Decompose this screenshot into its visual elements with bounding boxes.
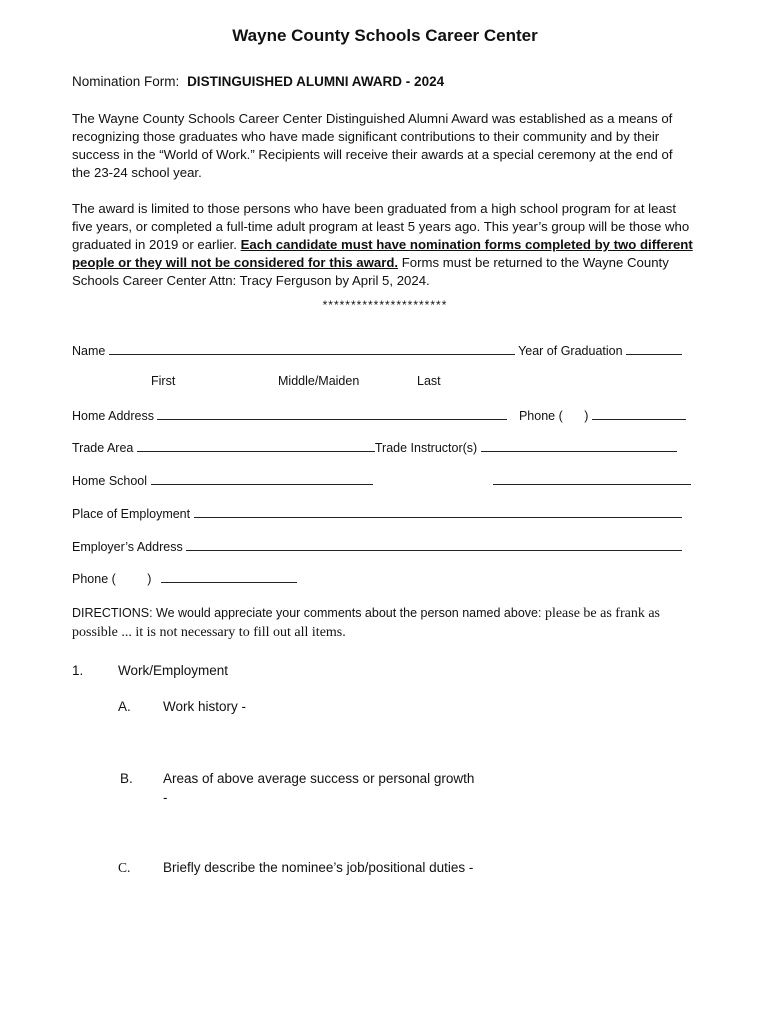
separator-stars: ********************** [322, 298, 448, 312]
item-a-text: Work history - [163, 699, 247, 714]
employers-address-label: Employer’s Address [72, 540, 183, 554]
award-description-paragraph: The Wayne County Schools Career Center Distinguished Alumni Award was established as a means of recognizing those graduates who have made significant contributions to their community and by their success in the “World of Work.” Recipients will receive their awards at a special ceremony at the end of the 23-24 school year. [72, 111, 673, 180]
place-of-employment-row [72, 505, 682, 521]
eligibility-outro: Forms must be returned to the Wayne County Schools Career Center Attn: Tracy Ferguson by April 5, 2024. [72, 255, 669, 288]
name-first-sublabel: First [151, 374, 176, 388]
item-b-text: Areas of above average success or personal growth [163, 771, 475, 786]
eligibility-emphasis: Each candidate must have nomination forms completed by two different people or they will not be considered for this award. [72, 237, 693, 270]
phone-label-close: ) [584, 409, 589, 423]
employer-phone-label-close: ) [147, 572, 152, 586]
name-middle-maiden-sublabel: Middle/Maiden [278, 374, 360, 388]
page-title: Wayne County Schools Career Center [232, 26, 538, 45]
trade-area-row [72, 439, 677, 455]
phone-input-line[interactable] [592, 407, 686, 420]
home-address-label: Home Address [72, 409, 154, 423]
year-of-graduation-input-line[interactable] [626, 342, 682, 355]
employer-phone-input-line[interactable] [161, 570, 297, 583]
directions-label: DIRECTIONS: We would appreciate your comments about the person named above: [72, 606, 542, 620]
place-of-employment-label: Place of Employment [72, 507, 191, 521]
employer-phone-label-open: Phone ( [72, 572, 116, 586]
item-c-letter: C. [118, 860, 131, 875]
name-input-line[interactable] [109, 342, 515, 355]
place-of-employment-input-line[interactable] [194, 505, 682, 518]
item-b-letter: B. [120, 771, 133, 786]
employers-address-row [72, 538, 682, 554]
item-a-letter: A. [118, 699, 131, 714]
home-school-input-line[interactable] [151, 472, 373, 485]
home-school-label: Home School [72, 474, 148, 488]
directions-rest: please be as frank as possible ... it is not necessary to fill out all items. [72, 606, 661, 640]
trade-area-label: Trade Area [72, 441, 134, 455]
section-heading: Work/Employment [118, 663, 229, 678]
award-name: DISTINGUISHED ALUMNI AWARD - 2024 [187, 74, 445, 89]
home-address-input-line[interactable] [157, 407, 507, 420]
nomination-form-label: Nomination Form: [72, 74, 180, 89]
name-row [72, 342, 682, 358]
eligibility-paragraph [72, 200, 694, 290]
trade-instructors-input-line[interactable] [481, 439, 677, 452]
item-c-text: Briefly describe the nominee’s job/positional duties - [163, 860, 474, 875]
section-number: 1. [72, 663, 84, 678]
employer-phone-row [72, 570, 297, 586]
eligibility-intro: The award is limited to those persons who have been graduated from a high school program for at least five years, or completed a full-time adult program at least 5 years ago. This year’s group will be those who graduated in 2019 or earlier. [72, 201, 690, 252]
home-school-second-line-wrapper [493, 472, 691, 490]
phone-label-open: Phone ( [518, 409, 563, 423]
year-of-graduation-label: Year of Graduation [518, 344, 623, 358]
item-b-dash: - [163, 790, 168, 805]
home-address-row [72, 407, 686, 423]
directions-paragraph [72, 604, 698, 642]
home-school-row [72, 472, 373, 488]
trade-instructors-label: Trade Instructor(s) [374, 441, 478, 455]
name-label: Name [72, 344, 106, 358]
home-school-extra-input-line[interactable] [493, 472, 691, 485]
name-last-sublabel: Last [417, 374, 441, 388]
trade-area-input-line[interactable] [137, 439, 375, 452]
employers-address-input-line[interactable] [186, 538, 682, 551]
nomination-form-heading [72, 74, 444, 89]
